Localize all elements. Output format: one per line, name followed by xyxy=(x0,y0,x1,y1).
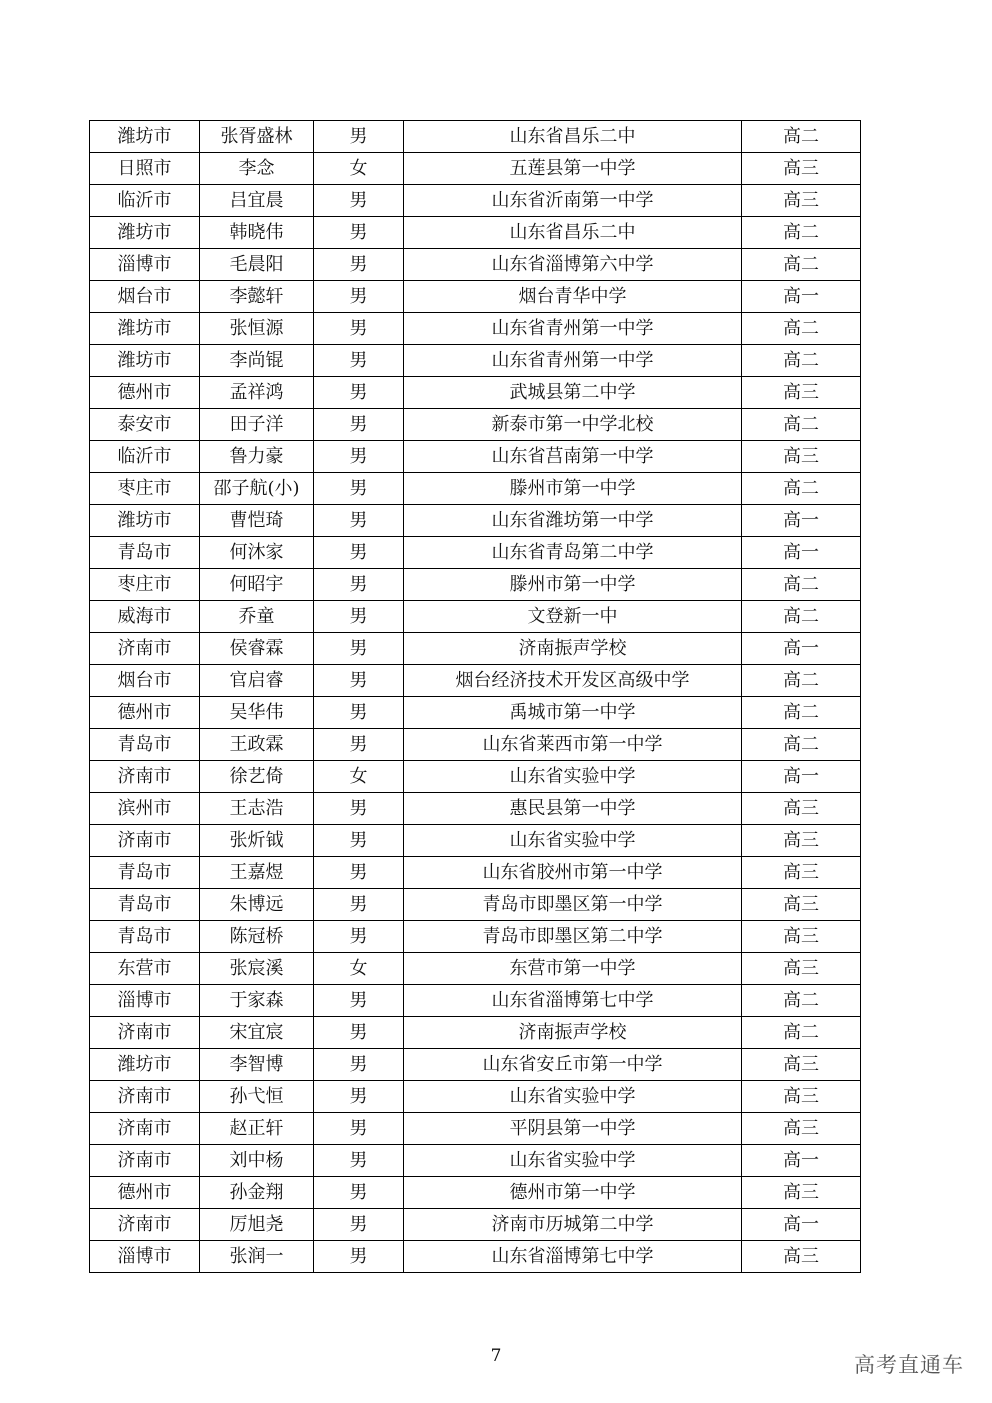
school-cell: 东营市第一中学 xyxy=(404,953,742,985)
grade-cell: 高一 xyxy=(742,281,861,313)
name-cell: 孙弋恒 xyxy=(200,1081,314,1113)
grade-cell: 高二 xyxy=(742,985,861,1017)
city-cell: 潍坊市 xyxy=(90,1049,200,1081)
city-cell: 临沂市 xyxy=(90,441,200,473)
school-cell: 山东省实验中学 xyxy=(404,1145,742,1177)
school-cell: 山东省青岛第二中学 xyxy=(404,537,742,569)
city-cell: 青岛市 xyxy=(90,921,200,953)
grade-cell: 高三 xyxy=(742,1113,861,1145)
name-cell: 何昭宇 xyxy=(200,569,314,601)
gender-cell: 男 xyxy=(314,1113,404,1145)
grade-cell: 高三 xyxy=(742,825,861,857)
name-cell: 何沐家 xyxy=(200,537,314,569)
grade-cell: 高三 xyxy=(742,1081,861,1113)
name-cell: 李念 xyxy=(200,153,314,185)
grade-cell: 高二 xyxy=(742,569,861,601)
city-cell: 枣庄市 xyxy=(90,569,200,601)
table-row xyxy=(90,1049,861,1081)
school-cell: 济南市历城第二中学 xyxy=(404,1209,742,1241)
table-row xyxy=(90,665,861,697)
city-cell: 济南市 xyxy=(90,825,200,857)
table-row xyxy=(90,537,861,569)
school-cell: 山东省淄博第六中学 xyxy=(404,249,742,281)
school-cell: 山东省实验中学 xyxy=(404,825,742,857)
school-cell: 武城县第二中学 xyxy=(404,377,742,409)
table-row xyxy=(90,313,861,345)
city-cell: 东营市 xyxy=(90,953,200,985)
gender-cell: 男 xyxy=(314,1177,404,1209)
gender-cell: 男 xyxy=(314,1049,404,1081)
gender-cell: 男 xyxy=(314,281,404,313)
city-cell: 德州市 xyxy=(90,697,200,729)
gender-cell: 男 xyxy=(314,1017,404,1049)
grade-cell: 高三 xyxy=(742,377,861,409)
school-cell: 文登新一中 xyxy=(404,601,742,633)
grade-cell: 高二 xyxy=(742,473,861,505)
name-cell: 吕宜晨 xyxy=(200,185,314,217)
name-cell: 孟祥鸿 xyxy=(200,377,314,409)
name-cell: 官启睿 xyxy=(200,665,314,697)
name-cell: 陈冠桥 xyxy=(200,921,314,953)
gender-cell: 男 xyxy=(314,441,404,473)
gender-cell: 男 xyxy=(314,409,404,441)
table-row xyxy=(90,281,861,313)
name-cell: 张恒源 xyxy=(200,313,314,345)
table-row xyxy=(90,921,861,953)
table-row xyxy=(90,729,861,761)
city-cell: 枣庄市 xyxy=(90,473,200,505)
name-cell: 刘中杨 xyxy=(200,1145,314,1177)
watermark-text: 高考直通车 xyxy=(854,1353,964,1377)
city-cell: 威海市 xyxy=(90,601,200,633)
table-row xyxy=(90,697,861,729)
city-cell: 潍坊市 xyxy=(90,313,200,345)
school-cell: 山东省安丘市第一中学 xyxy=(404,1049,742,1081)
school-cell: 山东省淄博第七中学 xyxy=(404,1241,742,1273)
gender-cell: 男 xyxy=(314,537,404,569)
city-cell: 青岛市 xyxy=(90,729,200,761)
name-cell: 李智博 xyxy=(200,1049,314,1081)
grade-cell: 高二 xyxy=(742,665,861,697)
name-cell: 李懿轩 xyxy=(200,281,314,313)
city-cell: 青岛市 xyxy=(90,537,200,569)
grade-cell: 高二 xyxy=(742,121,861,153)
city-cell: 临沂市 xyxy=(90,185,200,217)
city-cell: 青岛市 xyxy=(90,889,200,921)
school-cell: 山东省实验中学 xyxy=(404,761,742,793)
grade-cell: 高一 xyxy=(742,633,861,665)
gender-cell: 男 xyxy=(314,793,404,825)
table-row xyxy=(90,953,861,985)
gender-cell: 男 xyxy=(314,1241,404,1273)
grade-cell: 高二 xyxy=(742,601,861,633)
gender-cell: 男 xyxy=(314,249,404,281)
city-cell: 济南市 xyxy=(90,1209,200,1241)
table-row xyxy=(90,857,861,889)
grade-cell: 高三 xyxy=(742,921,861,953)
table-row xyxy=(90,441,861,473)
name-cell: 鲁力豪 xyxy=(200,441,314,473)
city-cell: 潍坊市 xyxy=(90,121,200,153)
city-cell: 潍坊市 xyxy=(90,217,200,249)
school-cell: 山东省沂南第一中学 xyxy=(404,185,742,217)
gender-cell: 男 xyxy=(314,345,404,377)
name-cell: 于家森 xyxy=(200,985,314,1017)
city-cell: 德州市 xyxy=(90,377,200,409)
school-cell: 滕州市第一中学 xyxy=(404,473,742,505)
table-row xyxy=(90,473,861,505)
school-cell: 山东省莱西市第一中学 xyxy=(404,729,742,761)
school-cell: 山东省胶州市第一中学 xyxy=(404,857,742,889)
table-row xyxy=(90,985,861,1017)
name-cell: 韩晓伟 xyxy=(200,217,314,249)
city-cell: 济南市 xyxy=(90,1113,200,1145)
grade-cell: 高二 xyxy=(742,345,861,377)
school-cell: 烟台经济技术开发区高级中学 xyxy=(404,665,742,697)
name-cell: 张炘钺 xyxy=(200,825,314,857)
table-row xyxy=(90,569,861,601)
name-cell: 王志浩 xyxy=(200,793,314,825)
grade-cell: 高一 xyxy=(742,1209,861,1241)
grade-cell: 高一 xyxy=(742,505,861,537)
gender-cell: 男 xyxy=(314,473,404,505)
table-row xyxy=(90,153,861,185)
school-cell: 惠民县第一中学 xyxy=(404,793,742,825)
gender-cell: 男 xyxy=(314,217,404,249)
school-cell: 新泰市第一中学北校 xyxy=(404,409,742,441)
table-row xyxy=(90,121,861,153)
school-cell: 山东省潍坊第一中学 xyxy=(404,505,742,537)
grade-cell: 高一 xyxy=(742,1145,861,1177)
name-cell: 毛晨阳 xyxy=(200,249,314,281)
school-cell: 山东省青州第一中学 xyxy=(404,345,742,377)
table-row xyxy=(90,249,861,281)
gender-cell: 男 xyxy=(314,633,404,665)
school-cell: 滕州市第一中学 xyxy=(404,569,742,601)
school-cell: 山东省昌乐二中 xyxy=(404,121,742,153)
grade-cell: 高二 xyxy=(742,729,861,761)
school-cell: 山东省莒南第一中学 xyxy=(404,441,742,473)
table-row xyxy=(90,217,861,249)
gender-cell: 男 xyxy=(314,1081,404,1113)
table-row xyxy=(90,761,861,793)
roster-body xyxy=(90,121,861,1273)
grade-cell: 高三 xyxy=(742,1049,861,1081)
name-cell: 李尚锟 xyxy=(200,345,314,377)
grade-cell: 高三 xyxy=(742,953,861,985)
school-cell: 山东省实验中学 xyxy=(404,1081,742,1113)
school-cell: 五莲县第一中学 xyxy=(404,153,742,185)
name-cell: 乔童 xyxy=(200,601,314,633)
name-cell: 张胥盛林 xyxy=(200,121,314,153)
table-row xyxy=(90,889,861,921)
gender-cell: 男 xyxy=(314,601,404,633)
table-row xyxy=(90,505,861,537)
school-cell: 山东省淄博第七中学 xyxy=(404,985,742,1017)
city-cell: 青岛市 xyxy=(90,857,200,889)
gender-cell: 男 xyxy=(314,505,404,537)
grade-cell: 高三 xyxy=(742,889,861,921)
city-cell: 济南市 xyxy=(90,761,200,793)
gender-cell: 男 xyxy=(314,185,404,217)
school-cell: 禹城市第一中学 xyxy=(404,697,742,729)
gender-cell: 女 xyxy=(314,153,404,185)
name-cell: 侯睿霖 xyxy=(200,633,314,665)
gender-cell: 男 xyxy=(314,1145,404,1177)
table-row xyxy=(90,633,861,665)
name-cell: 王嘉煜 xyxy=(200,857,314,889)
name-cell: 张润一 xyxy=(200,1241,314,1273)
city-cell: 淄博市 xyxy=(90,1241,200,1273)
name-cell: 宋宜宸 xyxy=(200,1017,314,1049)
city-cell: 济南市 xyxy=(90,1081,200,1113)
table-row xyxy=(90,345,861,377)
name-cell: 王政霖 xyxy=(200,729,314,761)
city-cell: 潍坊市 xyxy=(90,345,200,377)
grade-cell: 高二 xyxy=(742,313,861,345)
gender-cell: 男 xyxy=(314,729,404,761)
school-cell: 平阴县第一中学 xyxy=(404,1113,742,1145)
gender-cell: 男 xyxy=(314,665,404,697)
school-cell: 青岛市即墨区第二中学 xyxy=(404,921,742,953)
city-cell: 济南市 xyxy=(90,1017,200,1049)
grade-cell: 高三 xyxy=(742,793,861,825)
school-cell: 济南振声学校 xyxy=(404,633,742,665)
gender-cell: 男 xyxy=(314,825,404,857)
grade-cell: 高二 xyxy=(742,1017,861,1049)
name-cell: 朱博远 xyxy=(200,889,314,921)
school-cell: 济南振声学校 xyxy=(404,1017,742,1049)
table-row xyxy=(90,1145,861,1177)
grade-cell: 高三 xyxy=(742,153,861,185)
name-cell: 张宸溪 xyxy=(200,953,314,985)
name-cell: 徐艺倚 xyxy=(200,761,314,793)
gender-cell: 男 xyxy=(314,121,404,153)
gender-cell: 男 xyxy=(314,697,404,729)
table-row xyxy=(90,1017,861,1049)
table-row xyxy=(90,377,861,409)
city-cell: 泰安市 xyxy=(90,409,200,441)
table-row xyxy=(90,1209,861,1241)
table-row xyxy=(90,825,861,857)
grade-cell: 高二 xyxy=(742,409,861,441)
gender-cell: 男 xyxy=(314,889,404,921)
city-cell: 淄博市 xyxy=(90,985,200,1017)
grade-cell: 高三 xyxy=(742,185,861,217)
gender-cell: 男 xyxy=(314,921,404,953)
school-cell: 烟台青华中学 xyxy=(404,281,742,313)
table-row xyxy=(90,1113,861,1145)
name-cell: 田子洋 xyxy=(200,409,314,441)
gender-cell: 男 xyxy=(314,569,404,601)
table-row xyxy=(90,1241,861,1273)
city-cell: 烟台市 xyxy=(90,281,200,313)
name-cell: 赵正轩 xyxy=(200,1113,314,1145)
name-cell: 邵子航(小) xyxy=(200,473,314,505)
city-cell: 济南市 xyxy=(90,633,200,665)
name-cell: 厉旭尧 xyxy=(200,1209,314,1241)
gender-cell: 男 xyxy=(314,377,404,409)
grade-cell: 高三 xyxy=(742,1241,861,1273)
grade-cell: 高二 xyxy=(742,249,861,281)
school-cell: 山东省昌乐二中 xyxy=(404,217,742,249)
city-cell: 德州市 xyxy=(90,1177,200,1209)
table-row xyxy=(90,1177,861,1209)
gender-cell: 女 xyxy=(314,953,404,985)
table-row xyxy=(90,185,861,217)
gender-cell: 男 xyxy=(314,313,404,345)
school-cell: 青岛市即墨区第一中学 xyxy=(404,889,742,921)
school-cell: 德州市第一中学 xyxy=(404,1177,742,1209)
grade-cell: 高三 xyxy=(742,441,861,473)
name-cell: 孙金翔 xyxy=(200,1177,314,1209)
city-cell: 烟台市 xyxy=(90,665,200,697)
gender-cell: 男 xyxy=(314,1209,404,1241)
table-row xyxy=(90,601,861,633)
grade-cell: 高三 xyxy=(742,857,861,889)
table-row xyxy=(90,1081,861,1113)
grade-cell: 高二 xyxy=(742,217,861,249)
student-roster-table xyxy=(89,120,861,1273)
gender-cell: 女 xyxy=(314,761,404,793)
grade-cell: 高一 xyxy=(742,761,861,793)
grade-cell: 高一 xyxy=(742,537,861,569)
school-cell: 山东省青州第一中学 xyxy=(404,313,742,345)
gender-cell: 男 xyxy=(314,985,404,1017)
name-cell: 吴华伟 xyxy=(200,697,314,729)
city-cell: 淄博市 xyxy=(90,249,200,281)
gender-cell: 男 xyxy=(314,857,404,889)
page-number: 7 xyxy=(490,1346,502,1366)
city-cell: 潍坊市 xyxy=(90,505,200,537)
table-row xyxy=(90,409,861,441)
city-cell: 日照市 xyxy=(90,153,200,185)
grade-cell: 高三 xyxy=(742,1177,861,1209)
table-row xyxy=(90,793,861,825)
city-cell: 济南市 xyxy=(90,1145,200,1177)
city-cell: 滨州市 xyxy=(90,793,200,825)
grade-cell: 高二 xyxy=(742,697,861,729)
name-cell: 曹恺琦 xyxy=(200,505,314,537)
